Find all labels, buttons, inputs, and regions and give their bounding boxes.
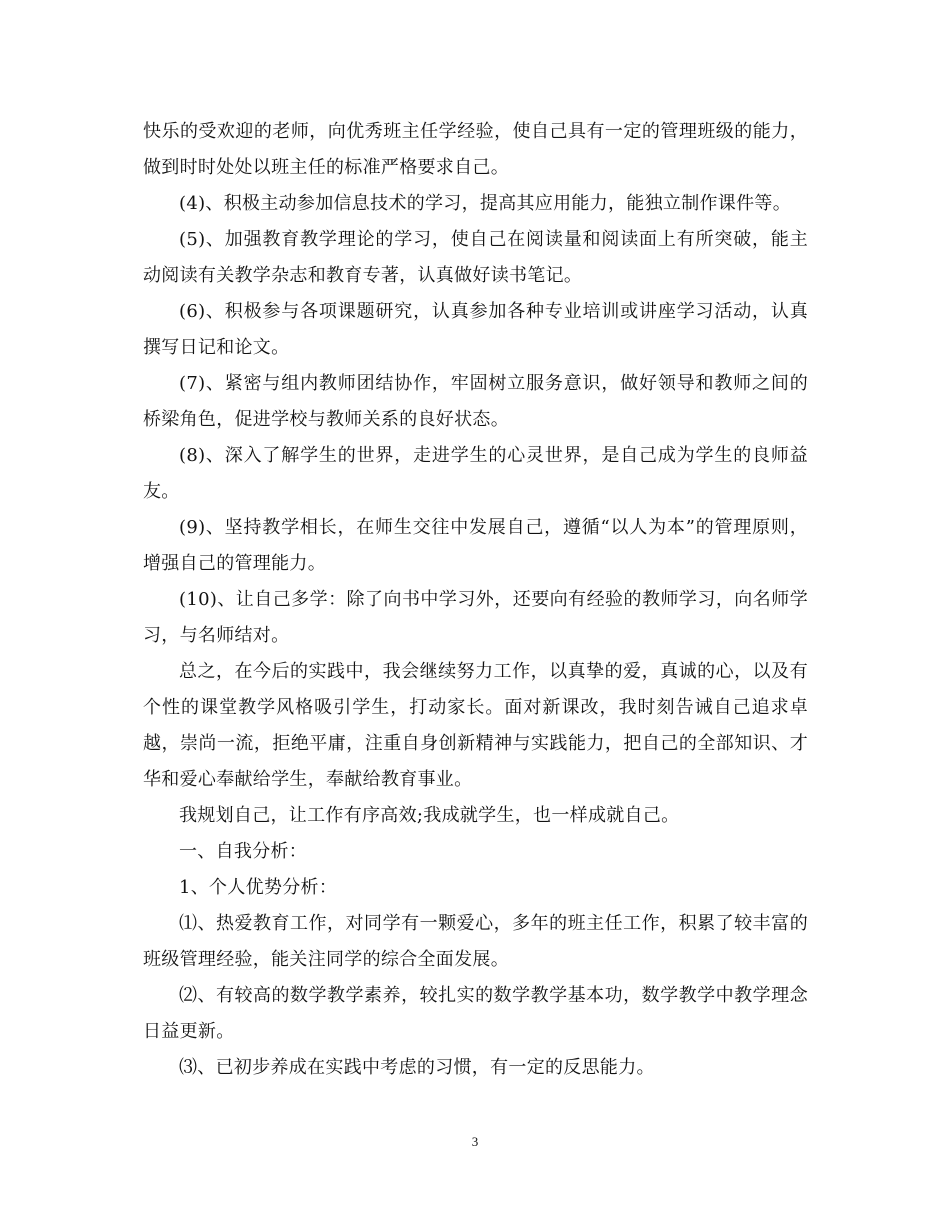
paragraph: (4)、积极主动参加信息技术的学习，提高其应用能力，能独立制作课件等。 — [179, 193, 791, 214]
paragraph: (5)、加强教育教学理论的学习，使自己在阅读量和阅读面上有所突破，能主动阅读有关教学杂志和教育专著，认真做好读书笔记。 — [143, 229, 808, 286]
paragraph: 我规划自己，让工作有序高效;我成就学生，也一样成就自己。 — [179, 805, 680, 826]
section-heading: 一、自我分析： — [179, 841, 308, 862]
paragraph: (6)、积极参与各项课题研究，认真参加各种专业培训或讲座学习活动，认真撰写日记和论文。 — [143, 301, 808, 358]
paragraph: 总之，在今后的实践中，我会继续努力工作，以真挚的爱，真诚的心，以及有个性的课堂教学风格吸引学生，打动家长。面对新课改，我时刻告诫自己追求卓越，崇尚一流，拒绝平庸，注重自身创新精神与实践能力，把自己的全部知识、才华和爱心奉献给学生，奉献给教育事业。 — [143, 661, 808, 790]
paragraph: (7)、紧密与组内教师团结协作，牢固树立服务意识，做好领导和教师之间的桥梁角色，促进学校与教师关系的良好状态。 — [143, 373, 808, 430]
document-body — [143, 114, 808, 1086]
paragraph: 快乐的受欢迎的老师，向优秀班主任学经验，使自己具有一定的管理班级的能力，做到时时处处以班主任的标准严格要求自己。 — [143, 121, 808, 178]
paragraph: (8)、深入了解学生的世界，走进学生的心灵世界，是自己成为学生的良师益友。 — [143, 445, 808, 502]
paragraph: ⑴、热爱教育工作，对同学有一颗爱心，多年的班主任工作，积累了较丰富的班级管理经验，能关注同学的综合全面发展。 — [143, 913, 808, 970]
paragraph: ⑵、有较高的数学教学素养，较扎实的数学教学基本功，数学教学中教学理念日益更新。 — [143, 985, 808, 1042]
paragraph: ⑶、已初步养成在实践中考虑的习惯，有一定的反思能力。 — [179, 1057, 655, 1078]
paragraph: (9)、坚持教学相长，在师生交往中发展自己，遵循“以人为本”的管理原则，增强自己的管理能力。 — [143, 517, 808, 574]
subsection-heading: 1、个人优势分析： — [179, 877, 338, 898]
page-number: 3 — [471, 1134, 479, 1149]
paragraph: (10)、让自己多学：除了向书中学习外，还要向有经验的教师学习，向名师学习，与名师结对。 — [143, 589, 808, 646]
